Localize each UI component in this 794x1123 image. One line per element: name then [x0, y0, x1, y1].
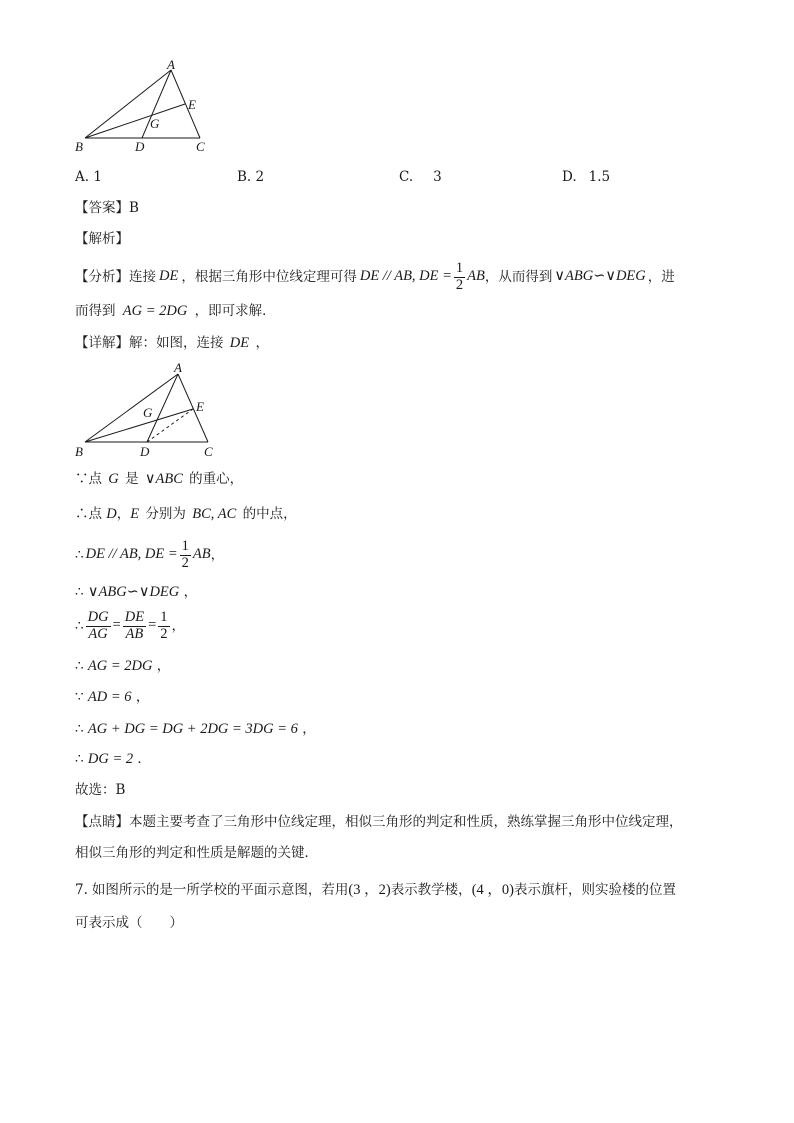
fenxi-text-3: ，从而得到: [484, 268, 553, 285]
xiangjie-tag: 【详解】: [75, 335, 129, 351]
therefore-symbol: ∴: [75, 506, 89, 522]
option-c-value: 3: [433, 169, 442, 185]
option-b-label: B.: [237, 169, 256, 185]
question-7-text-1: 如图所示的是一所学校的平面示意图，若用: [91, 882, 349, 898]
step-5-fraction-1: [86, 610, 111, 641]
step-5-fraction-3: [158, 610, 169, 641]
step-1-text-2: 是: [125, 471, 139, 487]
dianjing-tag: 【点睛】: [75, 814, 129, 830]
fig1-label-d: D: [135, 139, 145, 154]
question-7-text-2: 表示教学楼，: [390, 882, 472, 898]
step-7-expr: AD = 6: [87, 689, 132, 705]
step-5-fraction-2: [123, 610, 146, 641]
option-d-label: D.: [562, 169, 577, 185]
therefore-symbol: ∴: [75, 721, 84, 737]
step-6-expr: AG = 2DG: [87, 658, 153, 674]
question-7-line-1: [75, 882, 676, 899]
dianjing-text-1: 本题主要考查了三角形中位线定理，相似三角形的判定和性质，熟练掌握三角形中位线定理，: [129, 814, 683, 830]
option-b-value: 2: [255, 169, 265, 185]
fig2-label-g: G: [143, 405, 153, 420]
answer-line: [75, 200, 139, 216]
fig2-label-e: E: [196, 399, 204, 414]
fenxi-text-1: 连接: [129, 268, 156, 285]
step-2-text-2: 分别为: [145, 506, 186, 522]
fenxi-de: DE: [159, 268, 179, 285]
step-5-frac2-den: AB: [125, 625, 144, 642]
step-5-equals-1: =: [112, 617, 121, 634]
step-1: [75, 471, 243, 488]
fenxi-tag: 【分析】: [75, 268, 129, 285]
step-2-sides: BC, AC: [192, 506, 237, 522]
step-8-expr: AG + DG = DG + 2DG = 3DG = 6: [87, 721, 298, 737]
step-9-expr: DG = 2: [87, 751, 134, 767]
step-8-end: ，: [302, 721, 316, 737]
fig2-segment-de: [147, 409, 193, 442]
fenxi-text-2: ，根据三角形中位线定理可得: [181, 268, 357, 285]
step-5-frac3-den: 2: [160, 625, 168, 642]
step-5-frac3-num: 1: [160, 609, 168, 626]
option-c: [399, 169, 442, 185]
step-1-g: G: [108, 471, 119, 487]
option-a-value: 1: [93, 169, 102, 185]
step-1-text-1: 点: [88, 471, 102, 487]
fig1-label-g: G: [150, 116, 160, 131]
step-3-relation: DE // AB, DE =: [85, 546, 178, 563]
step-2-e: E: [130, 506, 140, 522]
option-a: [75, 169, 102, 185]
therefore-symbol: ∴: [75, 546, 84, 563]
fenxi-equation: AG = 2DG: [122, 303, 188, 319]
because-symbol: ∵: [75, 689, 84, 705]
step-7-end: ，: [135, 689, 150, 705]
dianjing-line-1: [75, 814, 683, 830]
answer-value: B: [129, 200, 139, 216]
step-5-frac1-num: DG: [87, 609, 109, 626]
option-d: [562, 169, 610, 185]
coordinate-flagpole: (4 ，0): [471, 882, 514, 898]
therefore-symbol: ∴: [75, 617, 84, 634]
step-2-d: D: [106, 506, 117, 522]
fig1-label-e: E: [188, 97, 196, 112]
fenxi-text-4: ，进: [647, 268, 675, 285]
step-6-end: ，: [156, 658, 171, 674]
dianjing-line-2: 相似三角形的判定和性质是解题的关键．: [75, 845, 318, 861]
fenxi-line2-text-2: ，即可求解．: [194, 303, 276, 319]
step-2-text-3: 的中点，: [242, 506, 297, 522]
xiangjie-de: DE: [229, 335, 250, 351]
xiangjie-text-2: ，: [255, 335, 269, 351]
xiangjie-line: [75, 335, 269, 352]
step-4: [75, 584, 197, 601]
fig2-label-a: A: [174, 360, 182, 375]
question-7-number: 7.: [75, 882, 88, 898]
fig2-label-d: D: [140, 444, 150, 459]
step-3-frac-num: 1: [181, 538, 189, 555]
coordinate-teaching-building: (3 ，2): [348, 882, 391, 898]
triangle-figure-1: [70, 58, 220, 158]
option-b: [237, 169, 264, 185]
fenxi-line-1: [75, 260, 675, 294]
fig1-label-c: C: [196, 139, 205, 154]
step-2-text-1: 点: [88, 506, 102, 522]
answer-tag: 【答案】: [75, 200, 129, 216]
step-3-fraction: [180, 539, 191, 570]
fenxi-frac-num: 1: [455, 260, 464, 277]
step-4-similar: ∨ABG∽∨DEG: [87, 584, 180, 600]
step-5-frac2-num: DE: [124, 609, 145, 626]
therefore-symbol: ∴: [75, 751, 84, 767]
question-7-text-3: 表示旗杆，则实验楼的位置: [513, 882, 676, 898]
option-d-value: 1.5: [588, 169, 611, 185]
step-7: [75, 689, 149, 706]
step-5-equals-2: =: [148, 617, 157, 634]
analysis-heading: 【解析】: [75, 231, 129, 247]
fig1-median-be: [85, 104, 185, 138]
step-9-end: ．: [137, 751, 151, 767]
fig1-label-b: B: [75, 139, 83, 154]
fig2-median-be: [85, 409, 193, 442]
option-c-label: C.: [399, 169, 414, 185]
fenxi-frac-den: 2: [455, 276, 464, 293]
step-3-ab: AB: [192, 546, 211, 563]
step-8: [75, 721, 316, 738]
xiangjie-text-1: 解：如图，连接: [129, 335, 224, 351]
therefore-symbol: ∴: [75, 584, 84, 600]
fig2-side-ab: [85, 374, 178, 442]
because-symbol: ∵: [75, 471, 89, 487]
step-1-triangle: ∨ABC: [144, 471, 183, 487]
fenxi-line-2: [75, 303, 276, 320]
choose-line: 故选：B: [75, 782, 126, 798]
fig2-label-c: C: [204, 444, 213, 459]
triangle-figure-2: [70, 358, 220, 460]
fig2-label-b: B: [75, 444, 83, 459]
fenxi-line2-text-1: 而得到: [75, 303, 116, 319]
fenxi-fraction: [454, 261, 465, 292]
step-6: [75, 658, 170, 675]
step-1-text-3: 的重心，: [189, 471, 244, 487]
therefore-symbol: ∴: [75, 658, 84, 674]
step-5: [75, 606, 185, 646]
fenxi-similar: ∨ABG∽∨DEG: [554, 268, 646, 285]
option-a-label: A.: [75, 169, 94, 185]
step-9: [75, 751, 151, 768]
step-2-comma: ，: [116, 506, 131, 522]
step-3: [75, 538, 224, 572]
step-5-end: ，: [171, 617, 186, 634]
fenxi-ab: AB: [467, 268, 485, 285]
step-3-end: ，: [210, 546, 225, 563]
fig1-label-a: A: [167, 58, 175, 72]
step-3-frac-den: 2: [181, 554, 189, 571]
step-5-frac1-den: AG: [88, 625, 108, 642]
step-2: [75, 506, 297, 523]
fenxi-relation: DE // AB, DE =: [359, 268, 452, 285]
question-7-line-2: 可表示成（ ）: [75, 915, 183, 931]
step-4-end: ，: [183, 584, 198, 600]
